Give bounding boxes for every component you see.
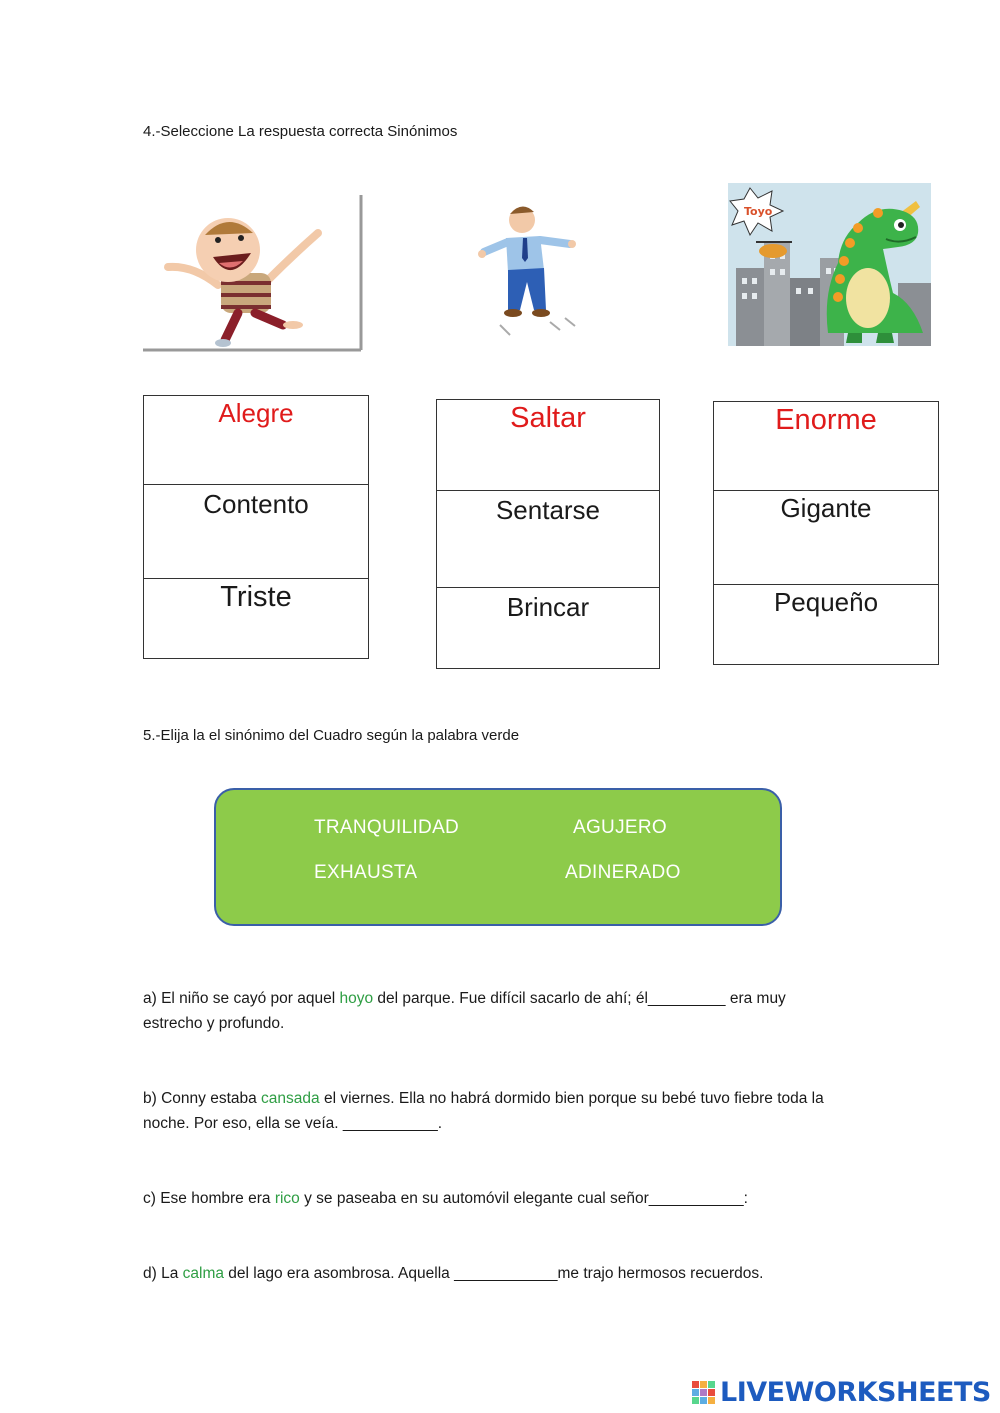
table-title-cell [144,396,368,484]
option-cell-sentarse[interactable] [437,490,659,587]
sentence-a [143,986,843,1036]
option-label: Triste [220,581,292,613]
word-table-enorme [713,401,939,665]
option-label: Pequeño [773,587,879,617]
logo-text: LIVEWORKSHEETS [720,1377,991,1408]
option-cell-gigante[interactable] [714,490,938,584]
sentence-text: del parque. Fue difícil sacarlo de ahí; él_________ era muy estrecho y profundo. [143,990,786,1032]
table-title-cell [714,402,938,490]
word-bank-item: AGUJERO [573,817,667,838]
table-title: Enorme [775,404,877,436]
sentence-text: d) La [143,1265,183,1282]
word-bank-box [214,788,782,926]
word-table-alegre [143,395,369,659]
word-bank-item: TRANQUILIDAD [314,817,460,838]
dinosaur-city-image [728,183,931,346]
option-cell-pequeno[interactable] [714,584,938,666]
option-label: Brincar [506,592,590,622]
option-cell-contento[interactable] [144,484,368,578]
sentence-text: y se paseaba en su automóvil elegante cual señor___________: [299,1190,748,1207]
option-cell-brincar[interactable] [437,587,659,670]
table-title: Saltar [510,402,586,434]
word-bank-item: ADINERADO [565,862,681,883]
section-5-heading: 5.-Elija la el sinónimo del Cuadro según la palabra verde [143,727,520,744]
option-label: Gigante [780,493,872,523]
sentence-text: el viernes. Ella no habrá dormido bien porque su bebé tuvo fiebre toda la noche. Por eso, ella se veía. ___________. [143,1090,824,1132]
liveworksheets-logo [692,1377,992,1407]
green-word: calma [182,1265,224,1282]
green-word: rico [274,1190,300,1207]
option-cell-triste[interactable] [144,578,368,660]
table-title: Alegre [218,398,294,428]
sentence-c [143,1186,863,1211]
word-bank-item: EXHAUSTA [314,862,418,883]
logo-squares-icon [692,1381,716,1405]
happy-kid-image [143,195,363,352]
green-word: hoyo [339,990,374,1007]
dino-sign-text: Toyo [744,205,773,218]
sentence-b [143,1086,843,1136]
sentence-text: c) Ese hombre era [143,1190,275,1207]
sentence-text: a) El niño se cayó por aquel [143,990,340,1007]
section-4-heading: 4.-Seleccione La respuesta correcta Sinónimos [143,123,458,140]
word-table-saltar [436,399,660,669]
option-label: Contento [203,489,309,519]
green-word: cansada [261,1090,320,1107]
sentence-text: b) Conny estaba [143,1090,262,1107]
sentence-d [143,1261,863,1286]
table-title-cell [437,400,659,490]
sentence-text: del lago era asombrosa. Aquella ____________me trajo hermosos recuerdos. [224,1265,764,1282]
option-label: Sentarse [495,495,601,525]
jumping-man-image [470,200,585,340]
